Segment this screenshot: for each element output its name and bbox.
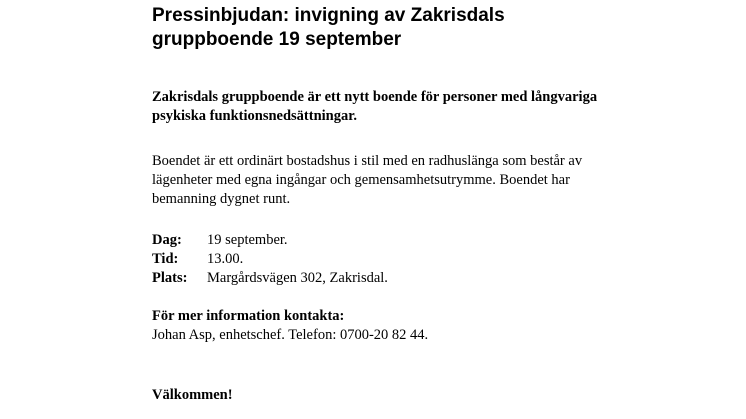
closing-text: Välkommen! [152,387,233,403]
contact-line: Johan Asp, enhetschef. Telefon: 0700-20 82 44. [152,327,429,343]
lead-paragraph [152,88,597,126]
detail-label-place: Plats: [152,270,188,286]
title-line-1: Pressinbjudan: invigning av Zakrisdals [152,5,505,26]
detail-value-place: Margårdsvägen 302, Zakrisdal. [207,270,388,286]
contact-heading: För mer information kontakta: [152,308,345,324]
body-line-2: lägenheter med egna ingångar och gemensamhetsutrymme. Boendet har [152,172,570,188]
event-details [152,231,388,288]
body-line-1: Boendet är ett ordinärt bostadshus i stil med en radhuslänga som består av [152,153,583,169]
body-paragraph [152,152,582,209]
detail-row-place [152,269,388,288]
detail-label-date: Dag: [152,232,182,248]
body-line-3: bemanning dygnet runt. [152,191,291,207]
title-line-2: gruppboende 19 september [152,29,402,50]
detail-row-date [152,231,388,250]
detail-label-time: Tid: [152,251,179,267]
lead-line-2: psykiska funktionsnedsättningar. [152,108,357,124]
detail-row-time [152,250,388,269]
detail-value-time: 13.00. [207,251,244,267]
contact-section [152,307,428,345]
detail-value-date: 19 september. [207,232,288,248]
page-title [152,4,572,52]
lead-line-1: Zakrisdals gruppboende är ett nytt boende för personer med långvariga [152,89,598,105]
